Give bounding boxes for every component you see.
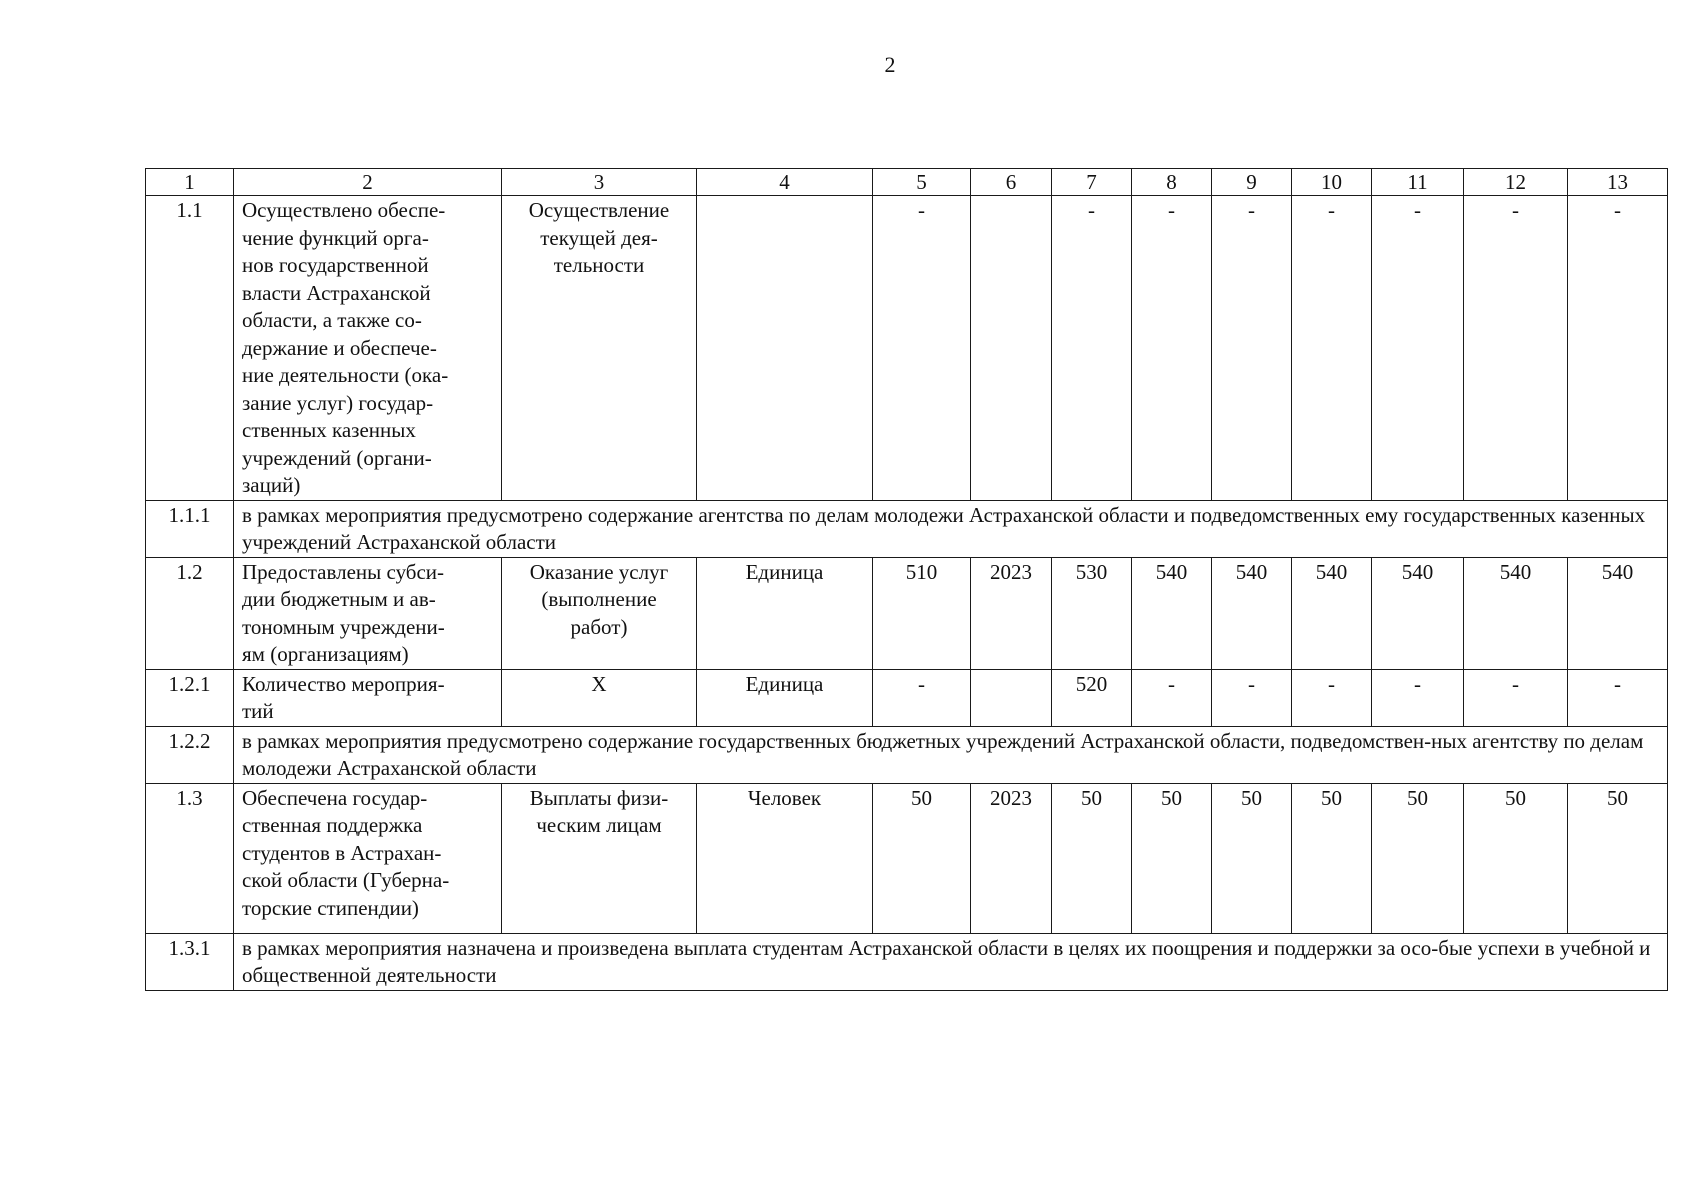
row-number: 1.1 [146, 196, 234, 501]
header-col-2: 2 [234, 169, 502, 196]
value-cell-13: - [1568, 669, 1668, 726]
header-col-3: 3 [502, 169, 697, 196]
value-cell-10: 50 [1292, 783, 1372, 933]
unit-of-measure: Человек [697, 783, 873, 933]
row-number: 1.3.1 [146, 933, 234, 990]
result-name: Осуществлено обеспе- чение функций орга- нов государственной власти Астраханской области, а также со- держание и обеспече- ние деятельности (ока- зание услуг) государ- ственных казенных учреждений (органи- заций) [234, 196, 502, 501]
value-cell-5: - [873, 669, 971, 726]
note-text: в рамках мероприятия предусмотрено содержание агентства по делам молодежи Астраханской области и подведомственных ему государственных казенных учреждений Астраханской области [234, 500, 1668, 557]
header-col-7: 7 [1052, 169, 1132, 196]
note-text: в рамках мероприятия предусмотрено содержание государственных бюджетных учреждений Астраханской области, подведомствен-ных агентству по делам молодежи Астраханской области [234, 726, 1668, 783]
unit-of-measure [697, 196, 873, 501]
header-col-6: 6 [971, 169, 1052, 196]
value-cell-12: 540 [1464, 557, 1568, 669]
header-col-5: 5 [873, 169, 971, 196]
header-col-1: 1 [146, 169, 234, 196]
table-row [146, 557, 1668, 669]
note-row [146, 933, 1668, 990]
header-col-11: 11 [1372, 169, 1464, 196]
value-cell-9: - [1212, 196, 1292, 501]
value-cell-11: - [1372, 669, 1464, 726]
value-cell-12: 50 [1464, 783, 1568, 933]
value-cell-6: 2023 [971, 783, 1052, 933]
value-cell-9: 540 [1212, 557, 1292, 669]
row-number: 1.3 [146, 783, 234, 933]
row-number: 1.1.1 [146, 500, 234, 557]
result-name: Количество мероприя- тий [234, 669, 502, 726]
value-cell-11: 540 [1372, 557, 1464, 669]
value-cell-7: 530 [1052, 557, 1132, 669]
header-col-8: 8 [1132, 169, 1212, 196]
header-col-9: 9 [1212, 169, 1292, 196]
result-name: Обеспечена государ- ственная поддержка студентов в Астрахан- ской области (Губерна- торские стипендии) [234, 783, 502, 933]
value-cell-7: - [1052, 196, 1132, 501]
row-number: 1.2.1 [146, 669, 234, 726]
result-type: Выплаты физи- ческим лицам [502, 783, 697, 933]
value-cell-11: 50 [1372, 783, 1464, 933]
value-cell-13: 540 [1568, 557, 1668, 669]
value-cell-6 [971, 196, 1052, 501]
note-row [146, 726, 1668, 783]
header-col-4: 4 [697, 169, 873, 196]
value-cell-8: - [1132, 669, 1212, 726]
unit-of-measure: Единица [697, 557, 873, 669]
row-number: 1.2 [146, 557, 234, 669]
value-cell-7: 520 [1052, 669, 1132, 726]
table-row [146, 783, 1668, 933]
result-type: Х [502, 669, 697, 726]
value-cell-5: - [873, 196, 971, 501]
value-cell-10: - [1292, 196, 1372, 501]
result-type: Оказание услуг (выполнение работ) [502, 557, 697, 669]
page-number: 2 [884, 52, 896, 77]
value-cell-9: - [1212, 669, 1292, 726]
value-cell-8: 540 [1132, 557, 1212, 669]
value-cell-8: 50 [1132, 783, 1212, 933]
value-cell-6: 2023 [971, 557, 1052, 669]
unit-of-measure: Единица [697, 669, 873, 726]
value-cell-10: - [1292, 669, 1372, 726]
value-cell-9: 50 [1212, 783, 1292, 933]
result-type: Осуществление текущей дея- тельности [502, 196, 697, 501]
header-col-13: 13 [1568, 169, 1668, 196]
table-row [146, 669, 1668, 726]
value-cell-8: - [1132, 196, 1212, 501]
value-cell-11: - [1372, 196, 1464, 501]
header-col-10: 10 [1292, 169, 1372, 196]
table-header-row [146, 169, 1668, 196]
value-cell-10: 540 [1292, 557, 1372, 669]
value-cell-6 [971, 669, 1052, 726]
table-body [146, 169, 1668, 991]
header-col-12: 12 [1464, 169, 1568, 196]
table-row [146, 196, 1668, 501]
row-number: 1.2.2 [146, 726, 234, 783]
note-row [146, 500, 1668, 557]
value-cell-12: - [1464, 196, 1568, 501]
value-cell-5: 510 [873, 557, 971, 669]
value-cell-12: - [1464, 669, 1568, 726]
value-cell-5: 50 [873, 783, 971, 933]
indicators-table [145, 168, 1668, 991]
note-text: в рамках мероприятия назначена и произведена выплата студентам Астраханской области в целях их поощрения и поддержки за осо-бые успехи в учебной и общественной деятельности [234, 933, 1668, 990]
value-cell-7: 50 [1052, 783, 1132, 933]
value-cell-13: 50 [1568, 783, 1668, 933]
result-name: Предоставлены субси- дии бюджетным и ав- тономным учреждени- ям (организациям) [234, 557, 502, 669]
value-cell-13: - [1568, 196, 1668, 501]
